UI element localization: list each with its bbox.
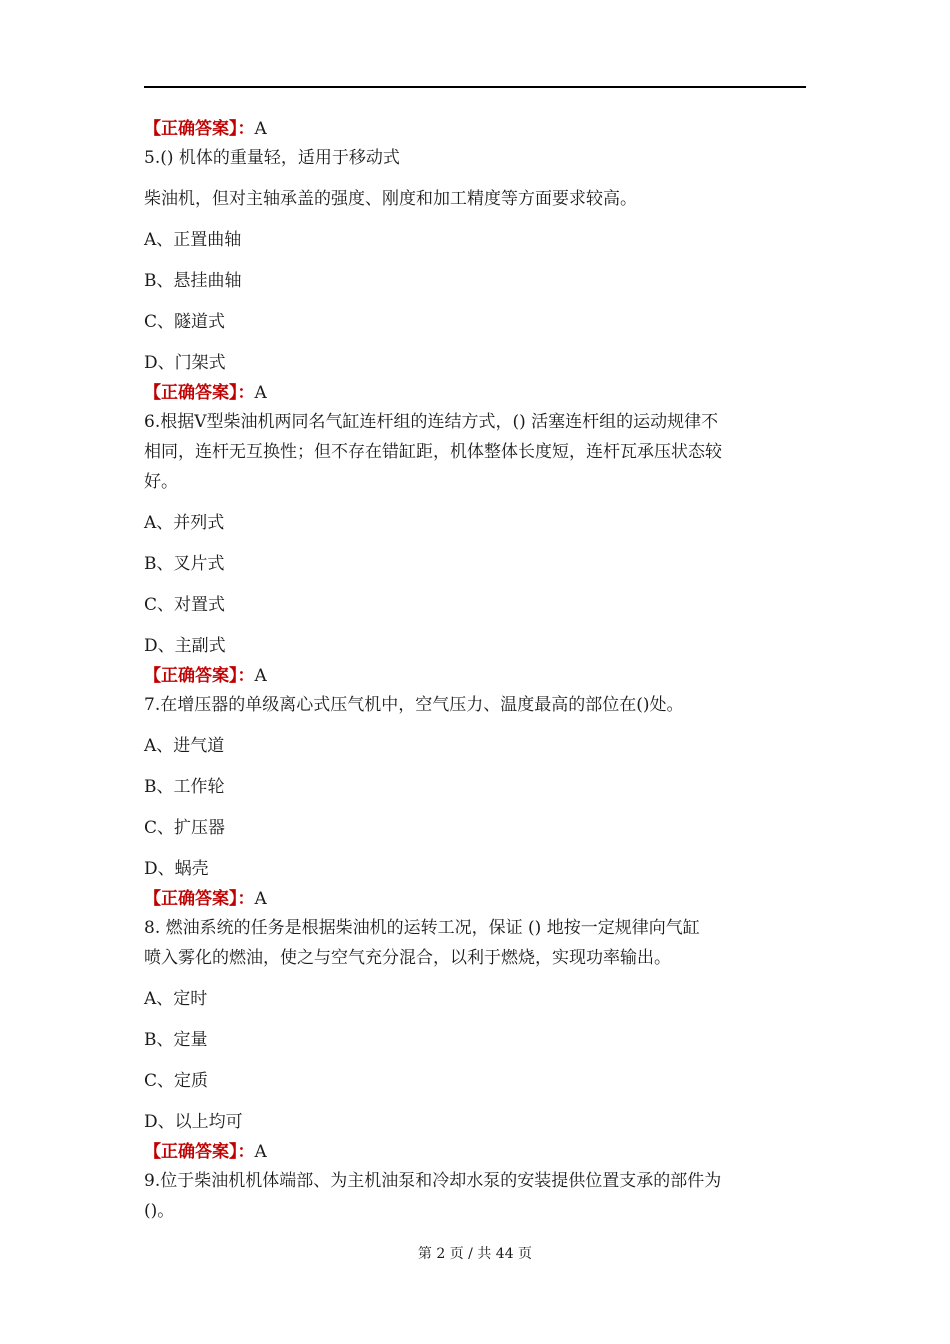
correct-answer-value: A (254, 1142, 267, 1162)
question-text: 柴油机，但对主轴承盖的强度、刚度和加工精度等方面要求较高。 (144, 189, 637, 209)
question-text: 9.位于柴油机机体端部、为主机油泵和冷却水泵的安装提供位置支承的部件为 (144, 1171, 722, 1191)
correct-answer-label: 【正确答案】： (144, 383, 255, 403)
question-text: 相同，连杆无互换性；但不存在错缸距，机体整体长度短，连杆瓦承压状态较 (144, 442, 722, 462)
question-text: 5.() 机体的重量轻，适用于移动式 (144, 148, 400, 168)
correct-answer-line (144, 888, 267, 910)
answer-option: D、主副式 (144, 636, 226, 656)
question-text: 8. 燃油系统的任务是根据柴油机的运转工况，保证 () 地按一定规律向气缸 (144, 918, 700, 938)
correct-answer-label: 【正确答案】： (144, 889, 255, 909)
answer-option: B、工作轮 (144, 777, 225, 797)
answer-option: A、定时 (144, 989, 208, 1009)
question-text: 7.在增压器的单级离心式压气机中，空气压力、温度最高的部位在()处。 (144, 695, 684, 715)
page-footer: 第 2 页 / 共 44 页 (417, 1246, 533, 1262)
answer-option: B、叉片式 (144, 554, 225, 574)
answer-option: A、正置曲轴 (144, 230, 242, 250)
question-text: 好。 (144, 472, 178, 492)
correct-answer-line (144, 118, 267, 140)
question-text: 喷入雾化的燃油，使之与空气充分混合，以利于燃烧，实现功率输出。 (144, 948, 671, 968)
answer-option: A、进气道 (144, 736, 225, 756)
answer-option: D、蜗壳 (144, 859, 209, 879)
correct-answer-label: 【正确答案】： (144, 666, 255, 686)
question-text: ()。 (144, 1201, 175, 1221)
answer-option: C、隧道式 (144, 312, 226, 332)
question-text: 6.根据V型柴油机两同名气缸连杆组的连结方式，() 活塞连杆组的运动规律不 (144, 412, 719, 432)
correct-answer-line (144, 1141, 267, 1163)
answer-option: A、并列式 (144, 513, 225, 533)
header-rule (144, 86, 806, 88)
answer-option: D、以上均可 (144, 1112, 243, 1132)
answer-option: D、门架式 (144, 353, 226, 373)
answer-option: B、悬挂曲轴 (144, 271, 242, 291)
correct-answer-value: A (254, 383, 267, 403)
answer-option: C、定质 (144, 1071, 209, 1091)
correct-answer-label: 【正确答案】： (144, 1142, 255, 1162)
correct-answer-line (144, 382, 267, 404)
answer-option: B、定量 (144, 1030, 208, 1050)
correct-answer-value: A (254, 119, 267, 139)
answer-option: C、扩压器 (144, 818, 226, 838)
correct-answer-value: A (254, 889, 267, 909)
answer-option: C、对置式 (144, 595, 226, 615)
correct-answer-value: A (254, 666, 267, 686)
correct-answer-line (144, 665, 267, 687)
correct-answer-label: 【正确答案】： (144, 119, 255, 139)
